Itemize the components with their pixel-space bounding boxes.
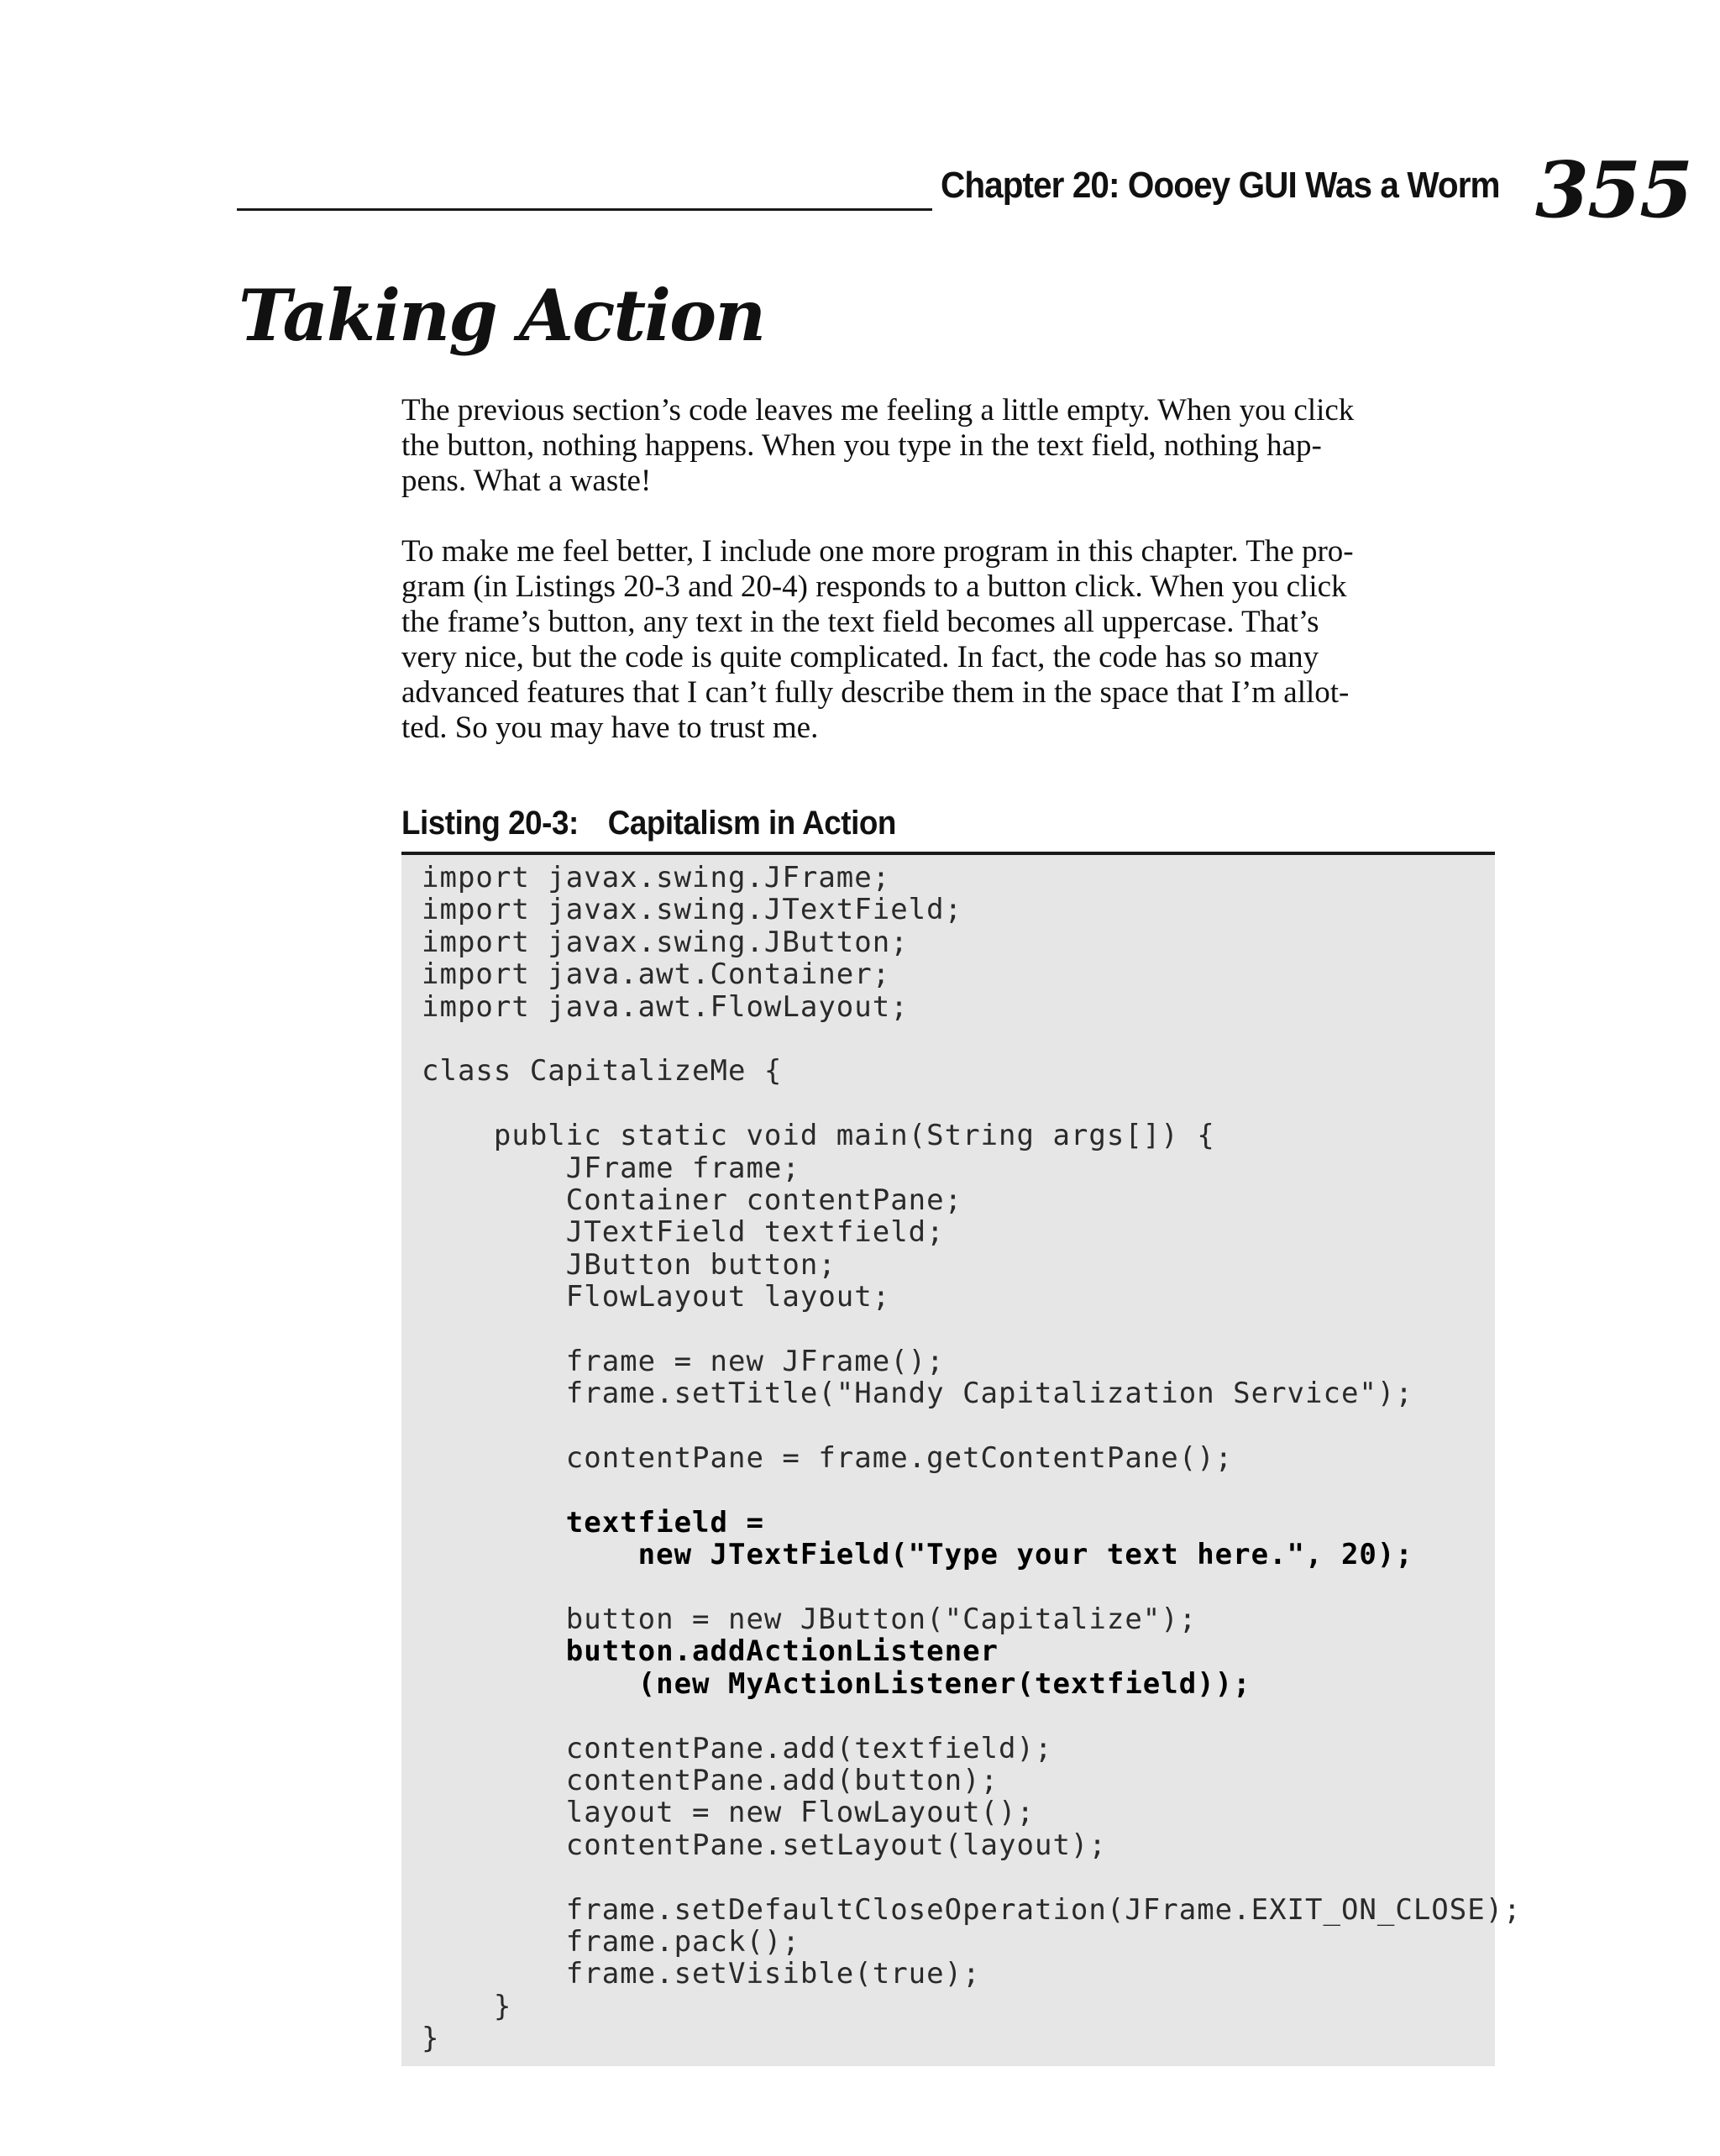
- paragraph-line: pens. What a waste!: [401, 464, 652, 498]
- code-line: }: [422, 1989, 512, 2023]
- paragraph-line: the frame’s button, any text in the text field becomes all uppercase. That’s: [401, 605, 1319, 639]
- code-line: [422, 1410, 1522, 1442]
- code-line: (new MyActionListener(textfield));: [422, 1666, 1251, 1701]
- code-line: frame.setDefaultCloseOperation(JFrame.EXIT_ON_CLOSE);: [422, 1892, 1522, 1927]
- code-line: [422, 1313, 1522, 1345]
- code-line: contentPane.add(textfield);: [422, 1731, 1053, 1765]
- paragraph-line: To make me feel better, I include one more program in this chapter. The pro-: [401, 534, 1354, 569]
- code-line: layout = new FlowLayout();: [422, 1796, 1035, 1830]
- code-line: contentPane = frame.getContentPane();: [422, 1441, 1234, 1476]
- code-line: import java.awt.FlowLayout;: [422, 989, 909, 1024]
- code-line: button = new JButton("Capitalize");: [422, 1602, 1198, 1636]
- code-line: [422, 1571, 1522, 1603]
- code-line: import javax.swing.JFrame;: [422, 861, 891, 894]
- code-line: button.addActionListener: [422, 1634, 999, 1669]
- code-line: frame = new JFrame();: [422, 1344, 945, 1378]
- body-paragraph-2: [401, 534, 1493, 746]
- code-line: textfield =: [422, 1505, 764, 1540]
- paragraph-line: ted. So you may have to trust me.: [401, 711, 819, 745]
- paragraph-line: The previous section’s code leaves me feeling a little empty. When you click: [401, 393, 1355, 428]
- listing-title: Capitalism in Action: [607, 805, 896, 842]
- paragraph-line: the button, nothing happens. When you type in the text field, nothing hap-: [401, 428, 1322, 463]
- listing-caption: [401, 805, 896, 842]
- section-title: Taking Action: [239, 274, 765, 357]
- code-line: [422, 1474, 1522, 1506]
- code-line: contentPane.setLayout(layout);: [422, 1828, 1107, 1862]
- running-head: Chapter 20: Oooey GUI Was a Worm: [941, 165, 1500, 206]
- code-line: import javax.swing.JButton;: [422, 925, 909, 959]
- code-line: public static void main(String args[]) {: [422, 1119, 1215, 1153]
- code-line: contentPane.add(button);: [422, 1763, 999, 1797]
- code-line: Container contentPane;: [422, 1183, 963, 1217]
- code-line: import javax.swing.JTextField;: [422, 893, 963, 927]
- paragraph-line: gram (in Listings 20-3 and 20-4) responds to a button click. When you click: [401, 569, 1347, 604]
- code-line: JFrame frame;: [422, 1151, 800, 1185]
- code-line: JTextField textfield;: [422, 1215, 945, 1250]
- code-line: class CapitalizeMe {: [422, 1054, 783, 1088]
- code-line: [422, 1023, 1522, 1055]
- code-line: import java.awt.Container;: [422, 957, 891, 992]
- code-line: JButton button;: [422, 1247, 836, 1282]
- code-line: }: [422, 2022, 440, 2056]
- listing-number: Listing 20-3:: [401, 805, 579, 842]
- paragraph-line: advanced features that I can’t fully describe them in the space that I’m allot-: [401, 675, 1350, 710]
- body-paragraph-1: [401, 393, 1493, 499]
- code-block: [422, 862, 1522, 2054]
- page-number: 355: [1535, 144, 1692, 235]
- code-line: [422, 1861, 1522, 1893]
- code-line: new JTextField("Type your text here.", 20);: [422, 1538, 1413, 1572]
- code-line: [422, 1088, 1522, 1120]
- header-rule: [237, 208, 932, 211]
- paragraph-line: very nice, but the code is quite complicated. In fact, the code has so many: [401, 640, 1319, 674]
- code-line: [422, 1700, 1522, 1732]
- code-listing: [401, 855, 1522, 2066]
- code-line: FlowLayout layout;: [422, 1280, 891, 1314]
- code-line: frame.pack();: [422, 1924, 800, 1959]
- code-line: frame.setVisible(true);: [422, 1957, 981, 1991]
- code-line: frame.setTitle("Handy Capitalization Service");: [422, 1377, 1413, 1411]
